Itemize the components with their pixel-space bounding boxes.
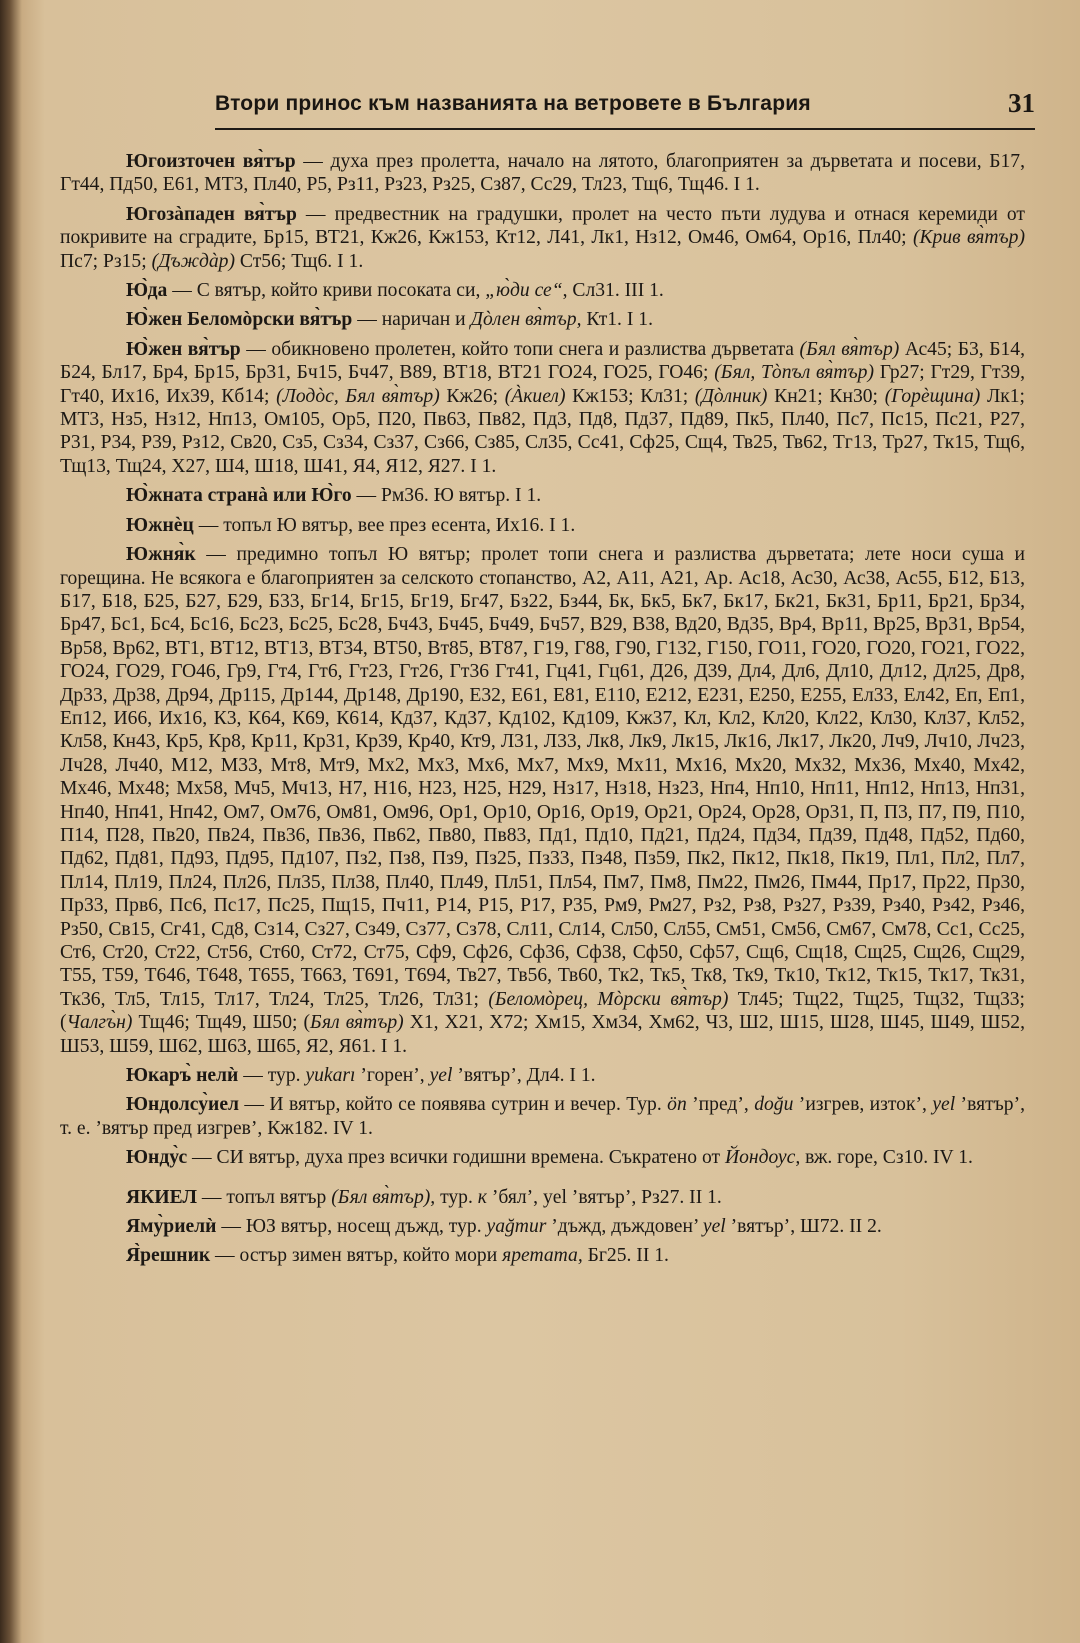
entry-definition-text: Пс7; Рз15; bbox=[60, 250, 152, 272]
entry-definition-text: — наричан и bbox=[352, 309, 471, 331]
entry-definition-text: — И вятър, който се появява сутрин и вечер. Тур. bbox=[239, 1094, 668, 1116]
entry-definition-text: — топъл вятър bbox=[197, 1186, 332, 1208]
entry-definition-text: ’вятър’, Дл4. І 1. bbox=[452, 1065, 596, 1087]
dictionary-entry bbox=[60, 150, 1025, 197]
entry-italic-text: „ю̀ди се“ bbox=[485, 280, 563, 302]
entry-italic-text: yel bbox=[429, 1065, 453, 1087]
dictionary-entry bbox=[60, 1146, 1025, 1169]
entry-definition-text: — С вятър, който криви посоката си, bbox=[167, 280, 486, 302]
entry-definition-text: тур. bbox=[435, 1186, 478, 1208]
entry-italic-text: Дòлен вя̀тър, bbox=[470, 309, 582, 331]
entry-term: Я̀решник bbox=[126, 1245, 211, 1267]
entry-definition-text: вж. горе, Сз10. ІV 1. bbox=[800, 1147, 973, 1169]
entry-term: Юкаръ̀ нелѝ bbox=[126, 1065, 239, 1087]
entry-italic-text: yukarı bbox=[305, 1065, 356, 1087]
entry-term: Южня̀к bbox=[126, 544, 196, 566]
entry-definition-text: ’пред’, bbox=[686, 1094, 755, 1116]
entry-term: Ю̀жната странà или Ю̀го bbox=[126, 485, 352, 507]
entry-term: Ю̀жен вя̀тър bbox=[126, 338, 241, 360]
entry-term: Яму̀риелѝ bbox=[126, 1216, 217, 1238]
entry-italic-text: yel bbox=[932, 1094, 956, 1116]
dictionary-entry bbox=[60, 1244, 1025, 1267]
entry-definition-text: — СИ вятър, духа през всички годишни времена. Съкратено от bbox=[187, 1147, 725, 1169]
entry-definition-text: Кж153; Кл31; bbox=[565, 385, 695, 407]
entry-definition-text: ’горен’, bbox=[355, 1065, 430, 1087]
dictionary-entry bbox=[60, 203, 1025, 273]
dictionary-entry bbox=[60, 338, 1025, 478]
dictionary-entry bbox=[60, 308, 1025, 331]
entry-italic-text: Бял вя̀тър) bbox=[310, 1012, 404, 1034]
entry-definition-text: — ЮЗ вятър, носещ дъжд, тур. bbox=[216, 1216, 487, 1238]
entry-definition-text: Бг25. ІІ 1. bbox=[582, 1245, 669, 1267]
entry-definition-text: Ас45; Б3, Б14, Б24, Бл17, Бр4, Бр15, Бр31, Бч15, Бч47, В89, ВТ18, ВТ21 ГО24, ГО25, ГО46; bbox=[60, 338, 1025, 384]
entry-definition-text: — топъл Ю вятър, вее през есента, Их16. І 1. bbox=[193, 514, 576, 536]
entry-definition-text: ’бял’, yel ’вятър’, Рз27. ІІ 1. bbox=[486, 1186, 722, 1208]
running-header bbox=[215, 88, 1035, 130]
entry-italic-text: Йондоус, bbox=[724, 1147, 801, 1169]
entry-definition-text: Кн21; Кн30; bbox=[767, 385, 885, 407]
entry-term: Юнду̀с bbox=[126, 1147, 188, 1169]
entry-term: Ю̀да bbox=[126, 280, 168, 302]
entry-definition-text: Тщ46; Тщ49, Ш50; ( bbox=[132, 1012, 311, 1034]
entry-definition-text: Кж26; bbox=[439, 385, 505, 407]
entry-term: Югоизточен вя̀тър bbox=[126, 151, 296, 172]
entry-definition-text: Х1, Х21, Х72; Хм15, Хм34, Хм62, Ч3, Ш2, Ш15, Ш28, Ш45, Ш49, Ш52, Ш53, Ш59, Ш62, Ш63, Ш65, Я2, Я61. І 1. bbox=[60, 1012, 1025, 1057]
dictionary-entry bbox=[60, 1186, 1025, 1209]
entry-definition-text: , Сл31. ІІІ 1. bbox=[562, 280, 664, 302]
entry-italic-text: к bbox=[477, 1186, 487, 1208]
entry-definition-text: — духа през пролетта, начало на лятото, благоприятен за дърветата и посеви, Б17, Гт44, Пд50, Е61, МТ3, Пл40, Р5, Рз11, Рз23, Рз25, Сз87, Сс29, Тл23, Тщ6, Тщ46. І 1. bbox=[60, 151, 1025, 196]
entry-definition-text: — предимно топъл Ю вятър; пролет топи снега и разлиства дърветата; лете носи суша и горещина. Не всякога е благоприятен за селското стопанство, А2, А11, А21, Ар. Ас18, Ас30, Ас38, Ас55, Б12, Б13, Б17, Б18, Б25, Б27, Б29, Б33, Бг14, Бг15, Бг19, Бг47, Бз22, Бз44, Бк, Бк5, Бк7, Бк17, Бк21, Бк31, Бр11, Бр21, Бр34, Бр47, Бс1, Бс4, Бс16, Бс23, Бс25, Бс28, Бч43, Бч45, Бч49, Бч57, В29, В38, Вд20, Вд35, Вр4, Вр11, Вр25, Вр31, Вр54, Вр58, Вр62, ВТ1, ВТ12, ВТ13, ВТ34, ВТ50, Вт85, ВТ87, Г19, Г88, Г90, Г132, Г150, ГО11, ГО20, ГО20, ГО21, ГО22, ГО24, ГО29, ГО46, Гр9, Гт4, Гт6, Гт23, Гт26, Гт36 Гт41, Гц41, Гц61, Д26, Д39, Дл4, Дл6, Дл10, Дл12, Дл25, Др8, Др33, Др38, Др94, Др115, Др144, Др148, Др190, Е32, Е61, Е81, Е110, Е212, Е231, Е250, Е255, Ел33, Ел42, Еп, Еп1, Еп12, И66, Их16, К3, К64, К69, К614, Кд37, Кд37, Кд102, Кд109, Кж37, Кл, Кл2, Кл20, Кл22, Кл30, Кл37, Кл52, Кл58, Кн43, Кр5, Кр8, Кр11, Кр31, Кр39, Кр40, Кт9, Л31, Л33, Лк8, Лк9, Лк15, Лк16, Лк17, Лк20, Лч9, Лч10, Лч23, Лч28, Лч40, М12, М33, Мт8, Мт9, Мх2, Мх3, Мх6, Мх7, Мх9, Мх11, Мх16, Мх20, Мх32, Мх36, Мх40, Мх42, Мх46, Мх48; Мх58, Мч5, Мч13, Н7, Н16, Н23, Н25, Н29, Нз17, Нз18, Нз23, Нп4, Нп10, Нп11, Нп12, Нп13, Нп31, Нп40, Нп41, Нп42, Ом7, Ом76, Ом81, Ом96, Ор1, Ор10, Ор16, Ор19, Ор21, Ор24, Ор28, Ор31, П, П3, П7, П9, П10, П14, П28, Пв20, Пв24, Пв36, Пв36, Пв62, Пв80, Пв83, Пд1, Пд10, Пд21, Пд24, Пд34, Пд39, Пд48, Пд52, Пд60, Пд62, Пд81, Пд93, Пд95, Пд107, Пз2, Пз8, Пз9, Пз25, Пз33, Пз48, Пз59, Пк2, Пк12, Пк18, Пк19, Пл1, Пл2, Пл7, Пл14, Пл19, Пл24, Пл26, Пл35, Пл38, Пл40, Пл49, Пл51, Пл54, Пм7, Пм8, Пм22, Пм26, Пм44, Пр17, Пр22, Пр30, Пр33, Прв6, Пс6, Пс17, Пс25, Пщ15, Пч11, Р14, Р15, Р17, Р35, Рм9, Рм27, Рз2, Рз8, Рз27, Рз39, Рз40, Рз42, Рз46, Рз50, Св15, Сг41, Сд8, Сз14, Сз27, Сз49, Сз77, Сз78, Сл11, Сл14, Сл50, Сл55, См51, См56, См67, См78, Сс1, Сс25, Ст6, Ст20, Ст22, Ст56, Ст60, Ст72, Ст75, Сф9, Сф26, Сф36, Сф38, Сф50, Сф57, Сщ6, Сщ18, Сщ25, Сщ26, Сщ29, Т55, Т59, Т646, Т648, Т655, Т663, Т691, Т694, Тв27, Тв56, Тв60, Тк2, Тк5, Тк8, Тк9, Тк10, Тк12, Тк15, Тк17, Тк31, Тк36, Тл5, Тл15, Тл17, Тл24, Тл25, Тл26, Тл31; bbox=[60, 544, 1025, 1010]
entry-definition-text: Кт1. І 1. bbox=[581, 309, 653, 331]
entry-term: Югозàпаден вя̀тър bbox=[126, 203, 297, 225]
entry-italic-text: (Крив вя̀тър) bbox=[913, 227, 1026, 249]
entry-italic-text: (Дъждàр) bbox=[151, 250, 235, 272]
entry-italic-text: (Бял вя̀тър) bbox=[799, 338, 900, 360]
entry-definition-text: ’дъжд, дъждовен’ bbox=[546, 1216, 703, 1238]
entry-term: Юндолсу̀иел bbox=[126, 1094, 240, 1116]
entry-italic-text: (Лодòс, Бял вя̀тър) bbox=[276, 385, 440, 407]
dictionary-entry bbox=[60, 1064, 1025, 1087]
dictionary-entry bbox=[60, 484, 1025, 507]
entry-term: Ю̀жен Беломòрски вя̀тър bbox=[126, 309, 353, 331]
dictionary-entry bbox=[60, 543, 1025, 1058]
entry-definition-text: Ст56; Тщ6. І 1. bbox=[234, 250, 364, 272]
entry-definition-text: ’вятър’, т. е. ’вятър пред изгрев’, Кж182. ІV 1. bbox=[60, 1094, 1026, 1139]
page-number: 31 bbox=[1008, 88, 1035, 118]
entry-definition-text: — остър зимен вятър, който мори bbox=[210, 1245, 503, 1267]
entry-italic-text: ön bbox=[667, 1094, 687, 1116]
entry-italic-text: яретата, bbox=[502, 1245, 583, 1267]
entries-list bbox=[60, 150, 1025, 1274]
entry-italic-text: (Беломòрец, Мòрски вя̀тър) bbox=[488, 988, 729, 1010]
entry-definition-text: ’вятър’, Ш72. ІІ 2. bbox=[725, 1216, 882, 1238]
entry-italic-text: yel bbox=[702, 1216, 726, 1238]
entry-italic-text: yağmur bbox=[486, 1216, 547, 1238]
header-title: Втори принос към названията на ветровете в България bbox=[215, 92, 811, 115]
entry-italic-text: (Горèщина) bbox=[884, 385, 981, 407]
entry-term: ЯКИЕЛ bbox=[126, 1186, 198, 1208]
entry-definition-text: ’изгрев, изток’, bbox=[793, 1094, 933, 1116]
entry-italic-text: doğu bbox=[754, 1094, 794, 1116]
entry-italic-text: Чалгъ̀н) bbox=[66, 1012, 133, 1034]
entry-term: Южнѐц bbox=[126, 514, 194, 536]
dictionary-entry bbox=[60, 1215, 1025, 1238]
dictionary-entry bbox=[60, 514, 1025, 537]
entry-definition-text: — предвестник на градушки, пролет на често пъти лудува и отнася керемиди от покривите на сградите, Бр15, ВТ21, Кж26, Кж153, Кт12, Л41, Лк1, Нз12, Ом46, Ом64, Ор16, Пл40; bbox=[60, 203, 1025, 249]
entry-italic-text: (Àкиел) bbox=[504, 385, 566, 407]
dictionary-entry bbox=[60, 1093, 1025, 1140]
entry-italic-text: (Бял вя̀тър), bbox=[331, 1186, 436, 1208]
entry-italic-text: (Дòлник) bbox=[694, 385, 768, 407]
dictionary-entry bbox=[60, 279, 1025, 302]
entry-definition-text: — обикновено пролетен, който топи снега и разлиства дърветата bbox=[240, 338, 800, 360]
entry-definition-text: Тл45; Тщ22, Тщ25, Тщ32, Тщ33; ( bbox=[60, 988, 1026, 1034]
entry-definition-text: — тур. bbox=[238, 1065, 306, 1087]
entry-definition-text: Лк1; МТ3, Нз5, Нз12, Нп13, Ом105, Ор5, П20, Пв63, Пв82, Пд3, Пд8, Пд37, Пд89, Пк5, Пл40, Пс7, Пс15, Пс21, Р27, Р31, Р34, Р39, Рз12, Св20, Сз5, Сз34, Сз37, Сз66, Сз85, Сл35, Сс41, Сф25, Сщ4, Тв25, Тв62, Тг13, Тр27, Тк15, Тщ6, Тщ13, Тщ24, Х27, Ш4, Ш18, Ш41, Я4, Я12, Я27. І 1. bbox=[60, 385, 1025, 477]
entry-definition-text: Гр27; Гт29, Гт39, Гт40, Их16, Их39, Кб14; bbox=[60, 362, 1026, 407]
entry-definition-text: — Рм36. Ю вятър. І 1. bbox=[351, 485, 542, 507]
entry-italic-text: (Бял, Тòпъл вя̀тър) bbox=[714, 362, 875, 384]
